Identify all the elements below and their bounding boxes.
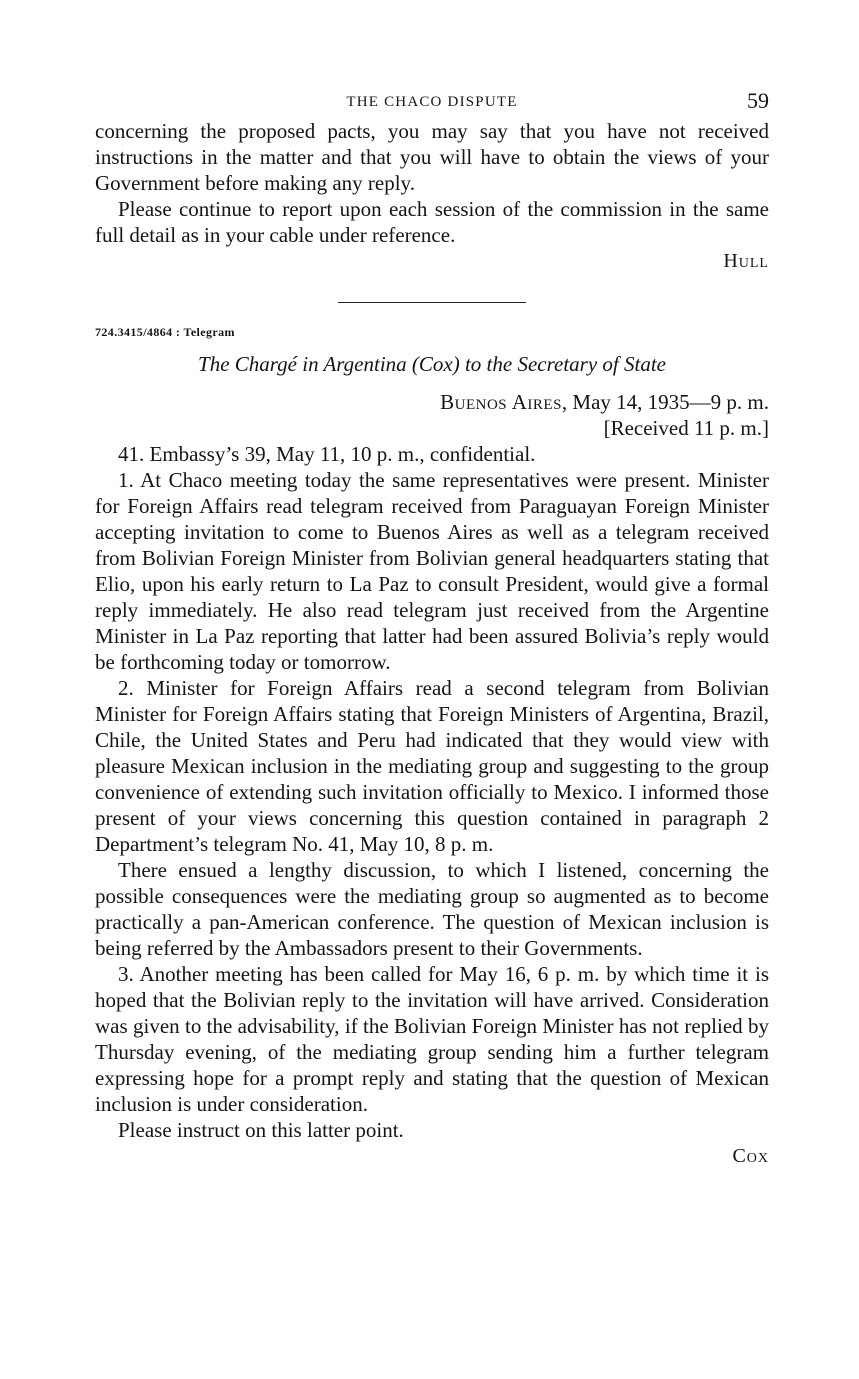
received-note: [Received 11 p. m.] bbox=[603, 416, 769, 440]
title-name: Cox bbox=[418, 352, 453, 376]
telegram-paragraph: 3. Another meeting has been called for May 16, 6 p. m. by which time it is hoped that the Bolivian reply to the invitation will have arrived. Consideration was given to the advisability, if the Bolivian Foreign Minister has not replied by Thursday evening, of the mediating group sending him a further telegram expressing hope for a prompt reply and stating that the question of Mexican inclusion is under consideration. bbox=[95, 962, 769, 1116]
title-part-2: ) to the Secretary of State bbox=[452, 352, 666, 376]
dateline-place: Buenos Aires bbox=[440, 390, 562, 414]
running-header bbox=[95, 88, 769, 118]
document-title bbox=[95, 351, 769, 377]
dateline bbox=[95, 389, 769, 415]
running-title: THE CHACO DISPUTE bbox=[346, 94, 518, 110]
telegram-paragraph: 1. At Chaco meeting today the same representatives were present. Minister for Foreign Affairs read telegram received from Paraguayan Foreign Minister accepting invitation to come to Buenos Aires as well as a telegram received from Bolivian Foreign Minister from Bolivian general headquarters stating that Elio, upon his early return to La Paz to consult President, would give a formal reply immediately. He also read telegram just received from the Argentine Minister in La Paz reporting that latter had been assured Bolivia’s reply would be forthcoming today or tomorrow. bbox=[95, 468, 769, 674]
file-reference: 724.3415/4864 : Telegram bbox=[95, 325, 235, 339]
previous-doc-paragraph: concerning the proposed pacts, you may say that you have not received instructions in the matter and that you will have to obtain the views of your Government before making any reply. bbox=[95, 119, 769, 195]
page-number: 59 bbox=[747, 88, 769, 113]
previous-doc-signature: Hull bbox=[723, 250, 769, 272]
telegram-paragraph: Please instruct on this latter point. bbox=[118, 1118, 404, 1142]
title-part-1: The Chargé in Argentina ( bbox=[198, 352, 419, 376]
telegram-paragraph: 2. Minister for Foreign Affairs read a second telegram from Bolivian Minister for Foreign Affairs stating that Foreign Ministers of Argentina, Brazil, Chile, the United States and Peru had indicated that they would view with pleasure Mexican inclusion in the mediating group and suggesting to the group convenience of extending such invitation officially to Mexico. I informed those present of your views concerning this question contained in paragraph 2 Department’s telegram No. 41, May 10, 8 p. m. bbox=[95, 676, 769, 856]
telegram-signature: Cox bbox=[732, 1145, 769, 1167]
dateline-date: , May 14, 1935—9 p. m. bbox=[561, 390, 769, 414]
document-page bbox=[95, 88, 769, 1169]
previous-doc-paragraph: Please continue to report upon each session of the commission in the same full detail as in your cable under reference. bbox=[95, 197, 769, 247]
telegram-paragraph: 41. Embassy’s 39, May 11, 10 p. m., confidential. bbox=[118, 442, 536, 466]
telegram-paragraph: There ensued a lengthy discussion, to which I listened, concerning the possible consequences were the mediating group so augmented as to become practically a pan-American conference. The question of Mexican inclusion is being referred by the Ambassadors present to their Governments. bbox=[95, 858, 769, 960]
section-divider bbox=[338, 302, 526, 303]
